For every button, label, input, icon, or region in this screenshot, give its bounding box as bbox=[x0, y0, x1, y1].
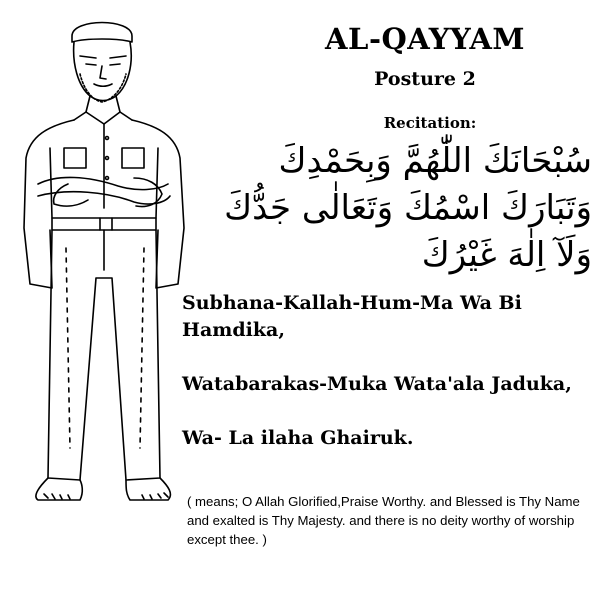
transliteration-line-3: Wa- La ilaha Ghairuk. bbox=[182, 427, 414, 449]
recitation-label: Recitation: bbox=[383, 114, 477, 132]
transliteration-block bbox=[182, 290, 592, 452]
arabic-line-2: وَتَبَارَكَ اسْمُكَ وَتَعَالٰى جَدُّكَ bbox=[224, 188, 592, 228]
meaning-text: ( means; O Allah Glorified,Praise Worthy. and Blessed is Thy Name and exalted is Thy Majesty. and there is no deity worthy of worship except thee. ) bbox=[187, 494, 580, 547]
standing-man-illustration bbox=[8, 8, 200, 508]
arabic-recitation bbox=[224, 138, 592, 279]
prayer-title: AL-QAYYAM bbox=[325, 22, 525, 56]
arabic-line-1: سُبْحَانَكَ اللّٰهُمَّ وَبِحَمْدِكَ bbox=[278, 141, 592, 181]
posture-label: Posture 2 bbox=[374, 68, 476, 90]
arabic-line-3: وَلَآ اِلٰهَ غَيْرُكَ bbox=[421, 235, 592, 275]
transliteration-line-1: Subhana-Kallah-Hum-Ma Wa Bi Hamdika, bbox=[182, 292, 522, 341]
transliteration-line-2: Watabarakas-Muka Wata'ala Jaduka, bbox=[182, 373, 572, 395]
